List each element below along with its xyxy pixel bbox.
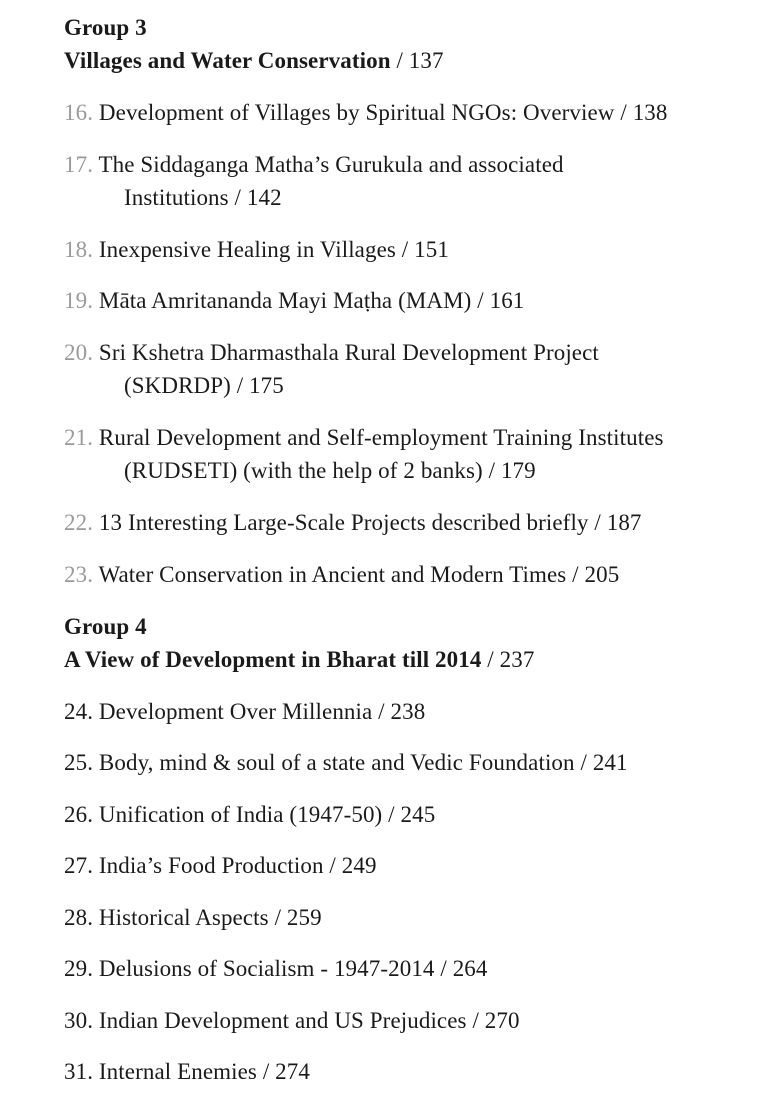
chapter-number: 26.: [64, 802, 94, 827]
chapter-title: Indian Development and US Prejudices / 270: [98, 1008, 520, 1033]
toc-entry-22: [64, 509, 642, 537]
toc-entry-26: [64, 801, 435, 829]
toc-entry-28: [64, 904, 322, 932]
chapter-number: 27.: [64, 853, 94, 878]
chapter-number: 30.: [64, 1008, 94, 1033]
chapter-title: 13 Interesting Large-Scale Projects described briefly / 187: [98, 510, 642, 535]
chapter-number: 23.: [64, 562, 94, 587]
chapter-title: Sri Kshetra Dharmasthala Rural Development Project: [98, 340, 599, 365]
chapter-title: Water Conservation in Ancient and Modern Times / 205: [98, 562, 620, 587]
toc-entry-17-continued: Institutions / 142: [124, 185, 282, 210]
group-3-title: Villages and Water Conservation: [64, 48, 391, 73]
chapter-title: Inexpensive Healing in Villages / 151: [98, 237, 449, 262]
toc-entry-21: [64, 424, 664, 452]
toc-entry-18: [64, 236, 449, 264]
chapter-number: 20.: [64, 340, 94, 365]
group-4-title: A View of Development in Bharat till 2014: [64, 647, 482, 672]
group-3-title-page: / 137: [396, 48, 444, 73]
chapter-number: 22.: [64, 510, 94, 535]
toc-entry-20: [64, 339, 599, 367]
chapter-title: Māta Amritananda Mayi Maṭha (MAM) / 161: [98, 288, 525, 313]
chapter-title: Development of Villages by Spiritual NGOs: Overview / 138: [98, 100, 668, 125]
chapter-number: 28.: [64, 905, 94, 930]
toc-entry-29: [64, 955, 488, 983]
toc-entry-27: [64, 852, 377, 880]
chapter-number: 24.: [64, 699, 94, 724]
toc-entry-24: [64, 698, 425, 726]
chapter-title: India’s Food Production / 249: [98, 853, 377, 878]
group-4-heading: [64, 646, 534, 674]
toc-entry-21-continued: (RUDSETI) (with the help of 2 banks) / 179: [124, 458, 536, 483]
chapter-title: Development Over Millennia / 238: [98, 699, 426, 724]
chapter-number: 17.: [64, 152, 94, 177]
chapter-number: 31.: [64, 1059, 94, 1084]
chapter-number: 19.: [64, 288, 94, 313]
toc-entry-17: [64, 151, 564, 179]
toc-entry-19: [64, 287, 524, 315]
chapter-number: 25.: [64, 750, 94, 775]
chapter-number: 21.: [64, 425, 94, 450]
chapter-title: Rural Development and Self-employment Training Institutes: [98, 425, 664, 450]
chapter-number: 29.: [64, 956, 94, 981]
chapter-title: Internal Enemies / 274: [98, 1059, 310, 1084]
toc-entry-23: [64, 561, 619, 589]
group-3-heading: [64, 47, 444, 75]
chapter-number: 16.: [64, 100, 94, 125]
chapter-title: Body, mind & soul of a state and Vedic Foundation / 241: [98, 750, 628, 775]
chapter-title: Historical Aspects / 259: [98, 905, 322, 930]
toc-entry-30: [64, 1007, 520, 1035]
chapter-title: Delusions of Socialism - 1947-2014 / 264: [98, 956, 488, 981]
group-4-label: Group 4: [64, 614, 147, 639]
chapter-number: 18.: [64, 237, 94, 262]
chapter-title: Unification of India (1947-50) / 245: [98, 802, 436, 827]
toc-entry-31: [64, 1058, 310, 1086]
toc-entry-20-continued: (SKDRDP) / 175: [124, 373, 284, 398]
group-3-label: Group 3: [64, 15, 147, 40]
group-4-title-page: / 237: [487, 647, 535, 672]
chapter-title: The Siddaganga Matha’s Gurukula and associated: [98, 152, 564, 177]
toc-entry-25: [64, 749, 628, 777]
toc-entry-16: [64, 99, 668, 127]
